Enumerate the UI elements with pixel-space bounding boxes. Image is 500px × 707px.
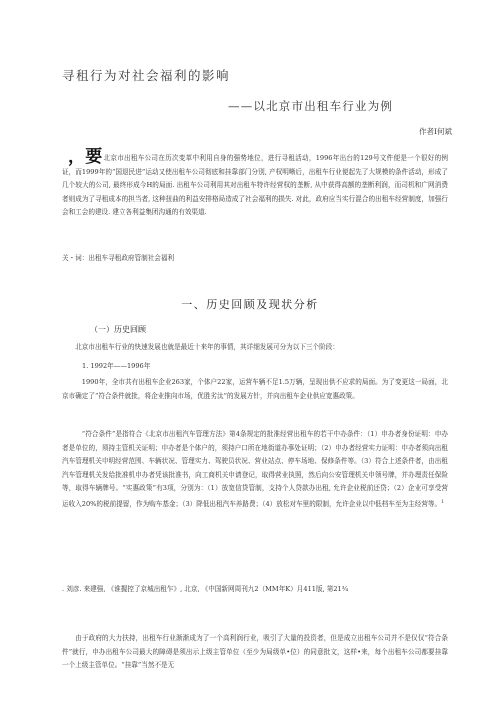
footnote: . 刘彦. 来建强, 《谁握控了京城出租乍》, 北京, 《中国新网周刊九2（MM年K）月411版, 第21¾: [62, 585, 349, 593]
document-subtitle: ——以北京市出租车行业为例: [228, 99, 394, 113]
document-title: 寻租行为对社会福利的影响: [62, 68, 231, 83]
body-paragraph-3-text: “符合条件”是指符合《北京市出租汽车管理方法》第4条规定的批准经营出租车的若干中办条件：（1）申办者身份证明：申办者是单位的，须持主管机关证明；申办者是个体户的，须持户口所在地街道办事处证明；（2）申办者经营实力证明：申办者须向出租汽车管理机关申明经营范围、车辆状况、管理实力、驾驶员状况、营业站点、停车场地、保修条件等。（3）符合上述条件者，由出租汽车管理机关发给批准机申办者凭该批准书，向工商机关申请登记，取得营业执照，然后向公安管理机关申领号牌，并办理责任保险等，取得车辆牌号。“实惠政策”有3项，分别为：（1）放宽信贷管制，支持个人贷款办出租, 允许企业税前还贷；（2）企业可享受营运收入20%的税前提留，作为购车基金；（3）降低出租汽车养路费；（4）放松对车里的限制，允许企业以中低档车至为主经营等。: [62, 430, 448, 509]
subsection-heading: （一）历史回顾: [90, 325, 146, 334]
body-paragraph-2: 1990年，全市共有出租车企业263家，个体户22家，运营车辆不足1.5万辆，呈现出供不应求的局面。为了变更这一局面，北京市确定了“符合条件就批，将企业推向市场，优胜劣汰”的发展方针，并向出租车企业供应宽惠政策。: [62, 378, 448, 400]
body-paragraph-4: 由于政府的大力扶持，出租车行业渐渐成为了一个高利润行业，吸引了大量的投资者，但是成立出租车公司并不是仅仅“符合条件”就行，申办出租车公司最大的障碍是须出示上级主管单位（至少为局级单•位）的同意批文，这样•来，每个出租车公司都要挂靠一个上级主管单位。“挂靠”当然不是无: [62, 634, 448, 670]
abstract-paragraph: [62, 147, 449, 220]
body-paragraph-1: 北京市出租车行业的快速发展也就是最近十来年的事情，其详细发展可分为以下三个阶段：: [75, 343, 339, 351]
footnote-marker: 1: [441, 499, 444, 505]
abstract-dropcap: ，要: [68, 147, 103, 167]
abstract-text: 北京市出租车公司在历次变革中利用自身的强势地位，进行寻租活动，1996年出台的129号文件便是一个很好的例证，而1999年的“国退民进”运动又使出租车公司彻底和挂靠部门分别, 产权明晰后，出租车行业便起先了大规模的条件活动，形成了几个较大的公司, 最终形成今H的局面. 出租车公司利用其对出租车特许经营权的垄断, 从中获得高额的垄断利润，而司机和广网消费者则成为了寻租成本的担当者, 这种扭曲的利益安排格局造成了社会福利的损失. 对此，政府应当实行混合的出租车经营制度，加强行会和工会的建设. 建立各利益集团沟通的有效渠道.: [62, 154, 449, 217]
body-paragraph-3: [62, 428, 448, 512]
author-line: 作者I何斌: [419, 127, 452, 136]
list-item-period: 1. 1992年——1996年: [82, 362, 151, 370]
section-heading: 一、历史回顾及现状分析: [181, 298, 319, 311]
keywords-line: 关・词：出租车寻租政府管制社会福利: [62, 254, 175, 262]
